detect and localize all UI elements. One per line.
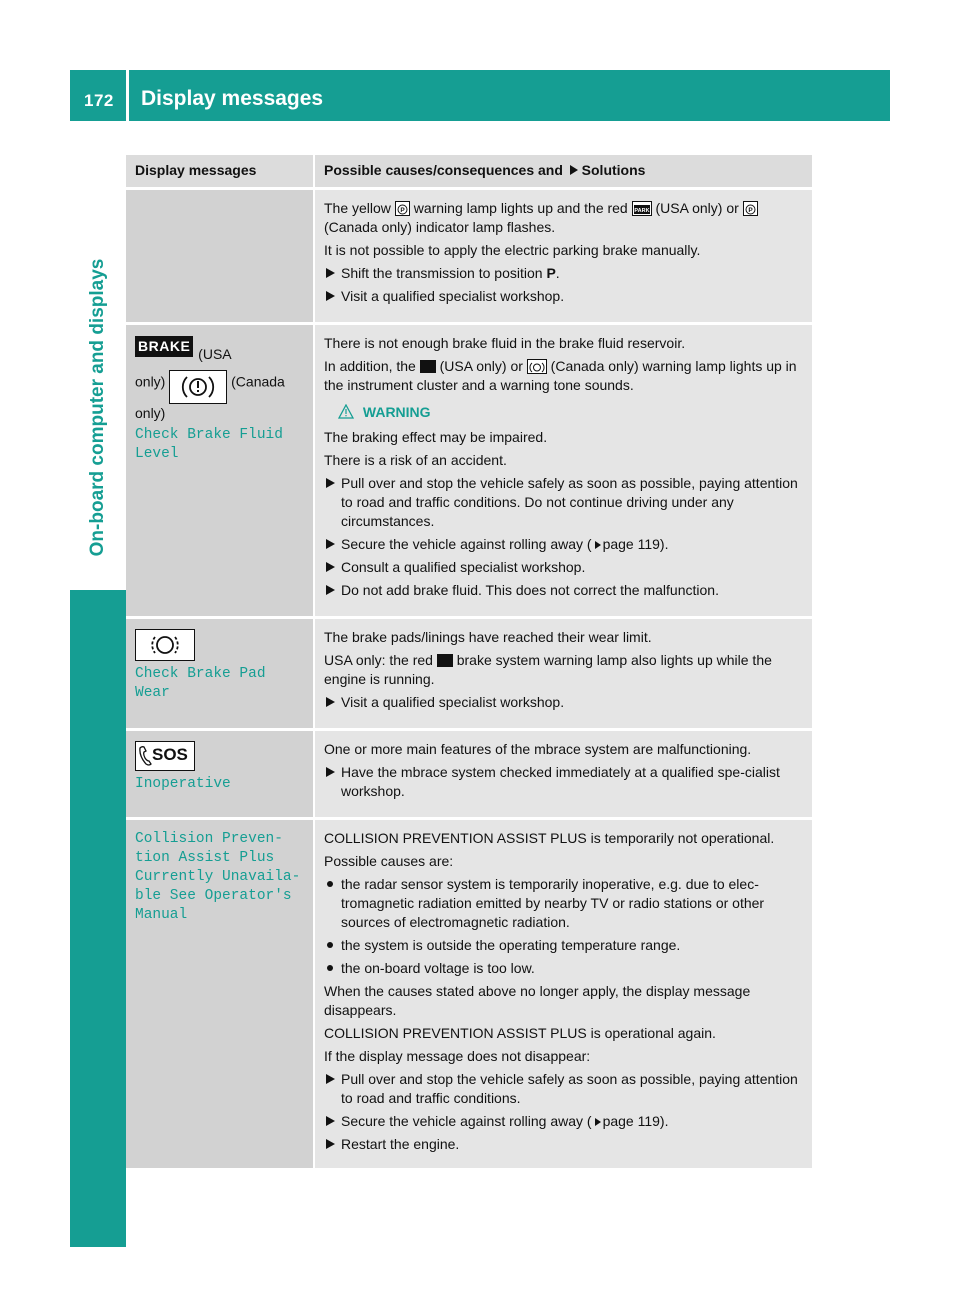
text: The yellow (324, 200, 391, 216)
page-header (70, 70, 890, 121)
brake-warning-icon (420, 360, 436, 373)
paragraph: It is not possible to apply the electric parking brake manually. (324, 242, 701, 258)
solution-step: Visit a qualified specialist workshop. (324, 693, 804, 712)
text: page 119). (602, 536, 669, 552)
cause-bullet: the on-board voltage is too low. (324, 959, 804, 978)
brake-warning-icon (437, 654, 453, 667)
parking-brake-icon (395, 201, 410, 216)
brake-fluid-icon (169, 370, 227, 404)
display-message-text: Check Brake Fluid Level (135, 427, 283, 462)
page-reference-icon (595, 1118, 601, 1126)
solution-step: Pull over and stop the vehicle safely as soon as possible, paying attention to road and traffic conditions. (324, 1070, 804, 1108)
solution-step (324, 535, 804, 554)
table-row (126, 819, 812, 1170)
solution-cell (314, 819, 812, 1170)
svg-text:P: P (748, 207, 753, 214)
display-message-text: Inoperative (135, 776, 231, 792)
paragraph: COLLISION PREVENTION ASSIST PLUS is operational again. (324, 1025, 716, 1041)
text: . (555, 265, 560, 281)
sos-label: SOS (152, 745, 188, 764)
table-row (126, 189, 812, 324)
icon-line (135, 629, 305, 661)
text: (Canada only) warning lamp lights up in the instrument cluster and a warning tone sounds. (324, 358, 797, 393)
message-cell (126, 730, 314, 819)
column-header-display-messages: Display messages (126, 155, 314, 189)
solution-step: Visit a qualified specialist workshop. (324, 287, 804, 306)
text: (USA only) or (439, 358, 523, 374)
text: warning lamp lights up and the red (413, 200, 628, 216)
display-messages-table (126, 155, 812, 1171)
column-header-causes-text: Possible causes/consequences and (324, 162, 563, 178)
paragraph: The braking effect may be impaired. (324, 429, 548, 445)
text: Secure the vehicle against rolling away ( (341, 536, 592, 552)
table-row (126, 730, 812, 819)
page-number: 172 (84, 91, 114, 110)
table-header-row (126, 155, 812, 189)
text: USA only: the red (324, 652, 433, 668)
message-cell (126, 618, 314, 730)
solution-cell (314, 618, 812, 730)
solution-cell (314, 324, 812, 618)
text: (Canada only) indicator lamp flashes. (324, 219, 556, 235)
solution-step (324, 264, 804, 283)
message-cell (126, 819, 314, 1170)
solution-step (324, 1112, 804, 1131)
brake-fluid-icon (527, 359, 547, 374)
message-cell (126, 189, 314, 324)
solution-step: Consult a qualified specialist workshop. (324, 558, 804, 577)
solution-step: Pull over and stop the vehicle safely as soon as possible, paying attention to road and traffic conditions. Do not continue driving under any circumstances. (324, 474, 804, 531)
solution-step: Have the mbrace system checked immediately at a qualified spe-cialist workshop. (324, 763, 804, 801)
paragraph: When the causes stated above no longer apply, the display message disappears. (324, 983, 751, 1018)
table-row (126, 324, 812, 618)
side-tab-block (70, 590, 126, 1247)
solution-cell (314, 189, 812, 324)
paragraph (324, 199, 804, 237)
text: only) (135, 405, 166, 421)
warning-triangle-icon (338, 404, 354, 419)
brake-pad-wear-icon (135, 629, 195, 661)
text: Shift the transmission to position (341, 265, 543, 281)
column-header-causes (314, 155, 812, 189)
solution-step: Do not add brake fluid. This does not correct the malfunction. (324, 581, 804, 600)
text: (Canada (231, 373, 285, 390)
text: brake system warning lamp also lights up while the engine is running. (324, 652, 772, 687)
header-divider (126, 70, 129, 121)
solution-step: Restart the engine. (324, 1135, 804, 1154)
icon-line (135, 335, 305, 364)
message-cell (126, 324, 314, 618)
park-lamp-icon (632, 201, 652, 216)
warning-label: WARNING (362, 404, 431, 420)
arrow-right-icon (570, 165, 578, 175)
text-bold: P (546, 265, 556, 281)
solution-cell (314, 730, 812, 819)
svg-text:P: P (400, 207, 405, 214)
column-header-solutions-text: Solutions (581, 162, 646, 178)
text: or (726, 200, 739, 216)
paragraph (324, 357, 804, 395)
page-reference-icon (595, 541, 601, 549)
paragraph: If the display message does not disappear: (324, 1048, 591, 1064)
sos-icon (135, 741, 195, 771)
text: Secure the vehicle against rolling away ( (341, 1113, 592, 1129)
cause-bullet: the radar sensor system is temporarily inoperative, e.g. due to elec-tromagnetic radiation emitted by nearby TV or radio stations or other sources of electromagnetic radiation. (324, 875, 804, 932)
cause-bullet: the system is outside the operating temperature range. (324, 936, 804, 955)
parking-brake-icon (743, 201, 758, 216)
table-row (126, 618, 812, 730)
text: (USA only) (655, 200, 723, 216)
text: In addition, the (324, 358, 416, 374)
text: page 119). (602, 1113, 669, 1129)
display-message-text: Collision Preven‑ tion Assist Plus Currently Unavaila‑ ble See Operator's Manual (135, 831, 301, 923)
page-title: Display messages (141, 87, 324, 110)
brake-warning-icon: BRAKE (135, 336, 193, 357)
text: only) (135, 373, 166, 390)
side-tab-label: On-board computer and displays (87, 258, 108, 557)
paragraph (324, 651, 804, 689)
display-message-text: Check Brake Pad Wear (135, 666, 266, 701)
paragraph: There is a risk of an accident. (324, 452, 507, 468)
paragraph: One or more main features of the mbrace system are malfunctioning. (324, 741, 752, 757)
warning-heading (338, 403, 804, 422)
paragraph: COLLISION PREVENTION ASSIST PLUS is temporarily not operational. (324, 830, 775, 846)
icon-line (135, 370, 305, 404)
paragraph: The brake pads/linings have reached their wear limit. (324, 629, 652, 645)
paragraph: Possible causes are: (324, 853, 454, 869)
text: (USA (198, 346, 232, 362)
icon-line (135, 741, 305, 771)
side-tab (70, 195, 126, 620)
svg-text:PARK: PARK (634, 208, 650, 214)
paragraph: There is not enough brake fluid in the brake fluid reservoir. (324, 335, 686, 351)
